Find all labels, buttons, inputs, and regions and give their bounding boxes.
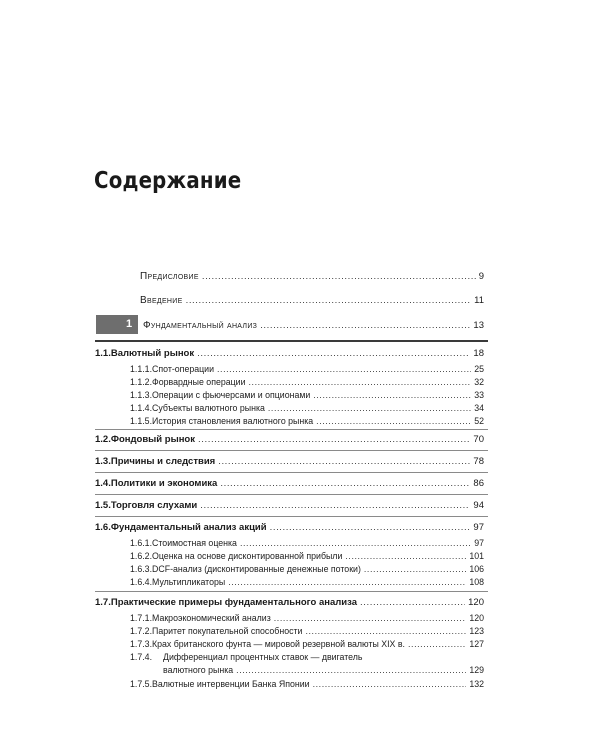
toc-page-number: 11 bbox=[474, 295, 484, 306]
toc-entry-preface[interactable] bbox=[140, 271, 484, 282]
toc-subsection[interactable] bbox=[130, 538, 484, 548]
divider bbox=[95, 516, 488, 517]
dot-leader bbox=[236, 665, 466, 675]
toc-entry-label: Оценка на основе дисконтированной прибыли bbox=[152, 551, 343, 561]
toc-entry-label: Валютный рынок bbox=[110, 348, 195, 359]
toc-entry-label: Форвардные операции bbox=[152, 377, 246, 387]
subsection-number: 1.6.3. bbox=[130, 564, 153, 574]
toc-entry-label: Паритет покупательной способности bbox=[152, 626, 303, 636]
toc-subsection[interactable] bbox=[130, 613, 484, 623]
toc-subsection[interactable] bbox=[130, 679, 484, 689]
dot-leader bbox=[305, 626, 466, 636]
toc-entry-label: Операции с фьючерсами и опционами bbox=[152, 390, 311, 400]
toc-entry-label: Валютные интервенции Банка Японии bbox=[152, 679, 310, 689]
toc-section[interactable] bbox=[95, 500, 484, 511]
toc-page-number: 18 bbox=[473, 348, 484, 359]
toc-entry-label: Практические примеры фундаментального анализа bbox=[110, 597, 358, 608]
toc-subsection[interactable] bbox=[130, 403, 484, 413]
section-number: 1.3. bbox=[95, 456, 111, 467]
toc-section[interactable] bbox=[95, 456, 484, 467]
subsection-number: 1.7.2. bbox=[130, 626, 153, 636]
section-number: 1.7. bbox=[95, 597, 111, 608]
toc-subsection[interactable] bbox=[130, 377, 484, 387]
toc-entry-label: Фундаментальный анализ bbox=[143, 320, 258, 331]
chapter-number: 1 bbox=[126, 318, 133, 330]
toc-page-number: 129 bbox=[469, 665, 484, 675]
toc-page-number: 13 bbox=[473, 320, 484, 331]
toc-page-number: 86 bbox=[473, 478, 484, 489]
toc-subsection-continuation[interactable] bbox=[163, 665, 484, 675]
subsection-number: 1.1.5. bbox=[130, 416, 153, 426]
subsection-number: 1.6.4. bbox=[130, 577, 153, 587]
dot-leader bbox=[270, 522, 471, 533]
toc-page-number: 132 bbox=[469, 679, 484, 689]
toc-page-number: 101 bbox=[469, 551, 484, 561]
toc-section[interactable] bbox=[95, 348, 484, 359]
dot-leader bbox=[200, 500, 470, 511]
toc-entry-chapter-1[interactable] bbox=[143, 320, 484, 331]
dot-leader bbox=[249, 377, 472, 387]
toc-page-number: 97 bbox=[474, 538, 484, 548]
dot-leader bbox=[345, 551, 466, 561]
divider bbox=[95, 429, 488, 430]
toc-subsection[interactable] bbox=[130, 626, 484, 636]
toc-entry-introduction[interactable] bbox=[140, 295, 484, 306]
divider bbox=[95, 340, 488, 342]
dot-leader bbox=[360, 597, 465, 608]
dot-leader bbox=[217, 364, 471, 374]
toc-page-number: 94 bbox=[473, 500, 484, 511]
toc-page-number: 108 bbox=[469, 577, 484, 587]
toc-subsection[interactable] bbox=[130, 390, 484, 400]
toc-page-number: 34 bbox=[474, 403, 484, 413]
dot-leader bbox=[408, 639, 466, 649]
subsection-number: 1.7.3. bbox=[130, 639, 153, 649]
divider bbox=[95, 472, 488, 473]
toc-page-number: 52 bbox=[474, 416, 484, 426]
dot-leader bbox=[268, 403, 471, 413]
toc-page-number: 120 bbox=[468, 597, 484, 608]
divider bbox=[95, 450, 488, 451]
dot-leader bbox=[202, 271, 476, 282]
toc-subsection[interactable] bbox=[130, 652, 484, 662]
divider bbox=[95, 591, 488, 592]
toc-entry-label: DCF-анализ (дисконтированные денежные потоки) bbox=[152, 564, 361, 574]
toc-entry-label-continued: валютного рынка bbox=[163, 665, 234, 675]
toc-entry-label: Предисловие bbox=[140, 271, 199, 282]
toc-entry-label: Макроэкономический анализ bbox=[152, 613, 271, 623]
toc-entry-label: Фундаментальный анализ акций bbox=[110, 522, 267, 533]
toc-subsection[interactable] bbox=[130, 577, 484, 587]
section-number: 1.6. bbox=[95, 522, 111, 533]
dot-leader bbox=[220, 478, 470, 489]
toc-entry-label: Субъекты валютного рынка bbox=[152, 403, 265, 413]
toc-page-number: 78 bbox=[473, 456, 484, 467]
subsection-number: 1.6.2. bbox=[130, 551, 153, 561]
toc-entry-label: Крах британского фунта — мировой резервной валюты XIX в. bbox=[152, 639, 405, 649]
toc-page-number: 97 bbox=[473, 522, 484, 533]
subsection-number: 1.1.1. bbox=[130, 364, 153, 374]
toc-subsection[interactable] bbox=[130, 364, 484, 374]
dot-leader bbox=[313, 679, 467, 689]
toc-section[interactable] bbox=[95, 522, 484, 533]
toc-entry-label: Фондовый рынок bbox=[110, 434, 195, 445]
toc-page-number: 127 bbox=[469, 639, 484, 649]
toc-section[interactable] bbox=[95, 597, 484, 608]
subsection-number: 1.1.4. bbox=[130, 403, 153, 413]
toc-page-number: 70 bbox=[473, 434, 484, 445]
toc-entry-label: История становления валютного рынка bbox=[152, 416, 314, 426]
toc-entry-label: Мультипликаторы bbox=[152, 577, 226, 587]
toc-page-number: 25 bbox=[474, 364, 484, 374]
toc-entry-label: Причины и следствия bbox=[110, 456, 216, 467]
section-number: 1.5. bbox=[95, 500, 111, 511]
dot-leader bbox=[228, 577, 466, 587]
toc-entry-label: Торговля слухами bbox=[110, 500, 198, 511]
toc-entry-label: Дифференциал процентных ставок — двигатель bbox=[163, 652, 363, 662]
subsection-number: 1.6.1. bbox=[130, 538, 153, 548]
dot-leader bbox=[316, 416, 471, 426]
dot-leader bbox=[274, 613, 467, 623]
dot-leader bbox=[197, 348, 470, 359]
toc-section[interactable] bbox=[95, 434, 484, 445]
dot-leader bbox=[313, 390, 471, 400]
toc-page-number: 33 bbox=[474, 390, 484, 400]
toc-subsection[interactable] bbox=[130, 564, 484, 574]
toc-page-number: 32 bbox=[474, 377, 484, 387]
dot-leader bbox=[364, 564, 466, 574]
section-number: 1.4. bbox=[95, 478, 111, 489]
toc-subsection[interactable] bbox=[130, 639, 484, 649]
toc-subsection[interactable] bbox=[130, 551, 484, 561]
toc-entry-label: Введение bbox=[140, 295, 183, 306]
toc-page-number: 9 bbox=[478, 271, 484, 282]
page-title: Содержание bbox=[94, 168, 242, 194]
dot-leader bbox=[218, 456, 470, 467]
subsection-number: 1.1.3. bbox=[130, 390, 153, 400]
toc-subsection[interactable] bbox=[130, 416, 484, 426]
toc-page-number: 123 bbox=[469, 626, 484, 636]
section-number: 1.2. bbox=[95, 434, 111, 445]
section-number: 1.1. bbox=[95, 348, 111, 359]
subsection-number: 1.1.2. bbox=[130, 377, 153, 387]
toc-entry-label: Спот-операции bbox=[152, 364, 214, 374]
dot-leader bbox=[260, 320, 470, 331]
toc-entry-label: Политики и экономика bbox=[110, 478, 218, 489]
subsection-number: 1.7.1. bbox=[130, 613, 153, 623]
dot-leader bbox=[240, 538, 471, 548]
dot-leader bbox=[186, 295, 472, 306]
toc-entry-label: Стоимостная оценка bbox=[152, 538, 237, 548]
divider bbox=[95, 494, 488, 495]
subsection-number: 1.7.4. bbox=[130, 652, 153, 662]
dot-leader bbox=[198, 434, 470, 445]
toc-page-number: 120 bbox=[469, 613, 484, 623]
toc-page-number: 106 bbox=[469, 564, 484, 574]
subsection-number: 1.7.5. bbox=[130, 679, 153, 689]
toc-section[interactable] bbox=[95, 478, 484, 489]
